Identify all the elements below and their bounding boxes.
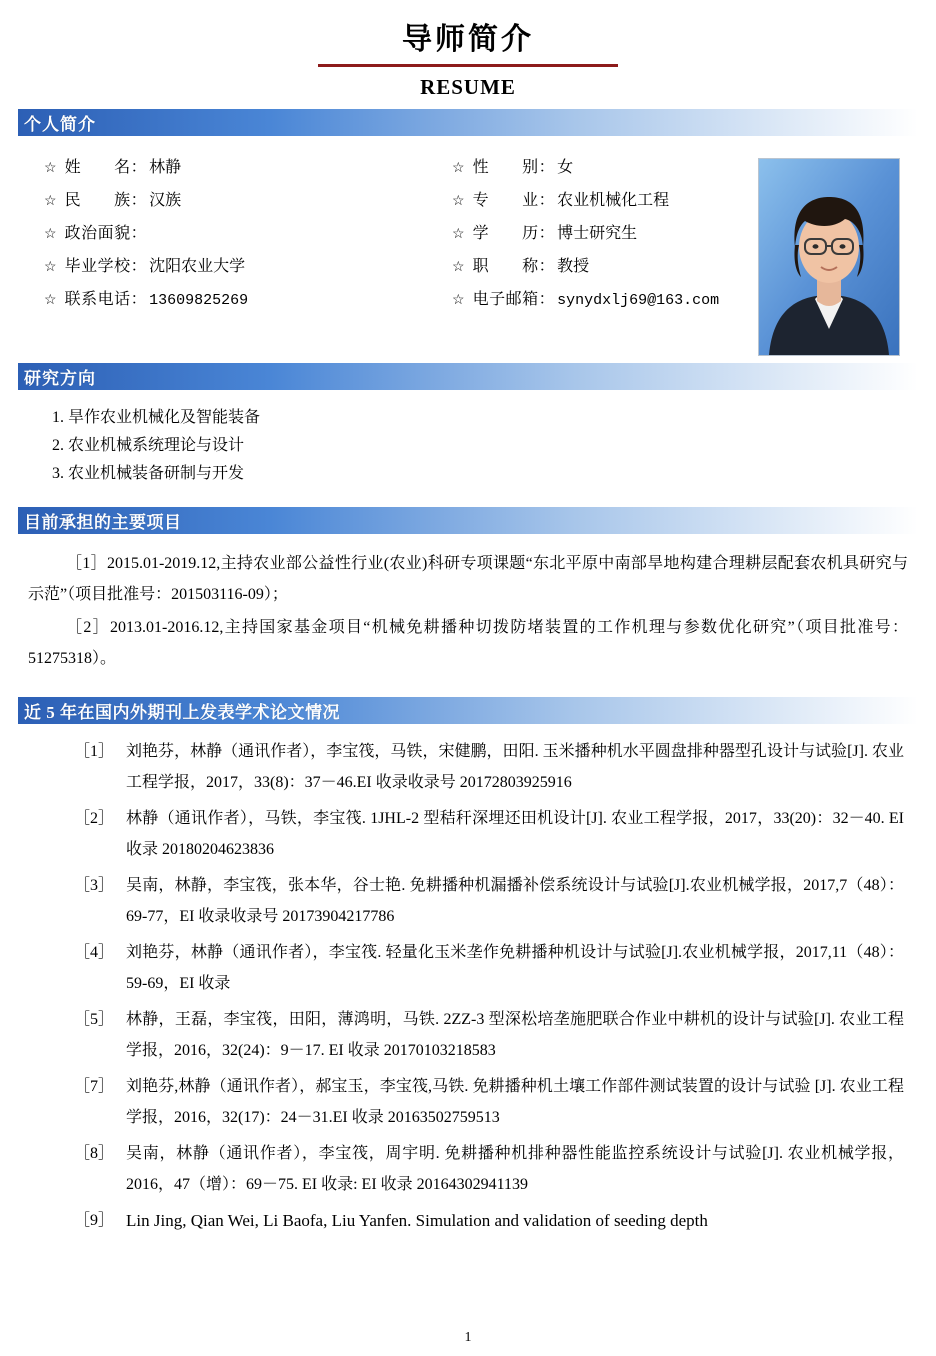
paper-index: ［2］ xyxy=(74,810,115,827)
paper-citation: 刘艳芬，林静（通讯作者），李宝筏，马铁，宋健鹏，田阳. 玉米播种机水平圆盘排种器型孔设计与试验[J]. 农业工程学报，2017，33(8)：37－46.EI 收录收录号 20172803925916 xyxy=(126,743,904,791)
paper-index: ［1］ xyxy=(74,743,115,760)
field-value-email: synydxlj69@163.com xyxy=(557,292,720,309)
page-title: 导师简介 xyxy=(402,22,534,57)
paper-citation: 刘艳芬,林静（通讯作者），郝宝玉，李宝筏,马铁. 免耕播种机土壤工作部件测试装置的设计与试验 [J]. 农业工程学报，2016，32(17)：24－31.EI 收录 20163502759513 xyxy=(126,1078,904,1126)
field-value-graduate-school: 沈阳农业大学 xyxy=(149,258,246,275)
field-value-title: 教授 xyxy=(557,258,590,275)
title-underline xyxy=(318,64,618,67)
field-row-graduate-school xyxy=(44,253,438,286)
field-row-political-status xyxy=(44,220,438,253)
research-item: 3. 农业机械装备研制与开发 xyxy=(52,465,245,482)
section-header-papers xyxy=(18,697,918,724)
section-label-projects: 目前承担的主要项目 xyxy=(24,513,182,532)
paper-item xyxy=(32,1205,904,1236)
section-header-projects xyxy=(18,507,918,534)
paper-item xyxy=(32,803,904,865)
personal-info-block xyxy=(18,136,918,354)
paper-citation: 林静（通讯作者），马铁，李宝筏. 1JHL-2 型秸秆深埋还田机设计[J]. 农业工程学报，2017，33(20)：32－40. EI 收录 20180204623836 xyxy=(126,810,904,858)
star-icon: ☆ xyxy=(44,293,57,308)
projects-list xyxy=(18,534,918,688)
paper-index: ［7］ xyxy=(74,1078,115,1095)
field-label-name: 姓 名： xyxy=(64,159,148,176)
field-label-political-status: 政治面貌： xyxy=(64,225,148,242)
star-icon: ☆ xyxy=(452,260,465,275)
paper-index: ［4］ xyxy=(74,944,115,961)
star-icon: ☆ xyxy=(452,161,465,176)
paper-item xyxy=(32,1138,904,1200)
paper-item xyxy=(32,870,904,932)
section-header-personal xyxy=(18,109,918,136)
field-value-name: 林静 xyxy=(149,159,182,176)
field-label-phone: 联系电话： xyxy=(64,291,148,308)
section-label-papers: 近 5 年在国内外期刊上发表学术论文情况 xyxy=(24,703,340,722)
field-value-gender: 女 xyxy=(557,159,574,176)
field-label-major: 专 业： xyxy=(472,192,556,209)
field-row-ethnicity xyxy=(44,187,438,220)
section-label-research: 研究方向 xyxy=(24,369,96,388)
field-label-email: 电子邮箱： xyxy=(472,291,556,308)
star-icon: ☆ xyxy=(452,227,465,242)
title-block xyxy=(18,0,918,100)
paper-item xyxy=(32,937,904,999)
field-row-name xyxy=(44,154,438,187)
field-row-email xyxy=(452,286,788,319)
paper-index: ［9］ xyxy=(74,1212,115,1229)
research-item: 1. 旱作农业机械化及智能装备 xyxy=(52,409,261,426)
star-icon: ☆ xyxy=(44,227,57,242)
personal-info-right-column xyxy=(438,154,788,319)
page-number: 1 xyxy=(464,1330,472,1345)
paper-index: ［3］ xyxy=(74,877,115,894)
paper-citation: 林静，王磊，李宝筏，田阳，薄鸿明，马铁. 2ZZ-3 型深松培垄施肥联合作业中耕机的设计与试验[J]. 农业工程学报，2016，32(24)：9－17. EI 收录 20170103218583 xyxy=(126,1011,904,1059)
project-item: ［1］2015.01-2019.12,主持农业部公益性行业(农业)科研专项课题“东北平原中南部旱地构建合理耕层配套农机具研究与示范”（项目批准号：201503116-09）； xyxy=(28,555,908,603)
star-icon: ☆ xyxy=(44,260,57,275)
field-label-graduate-school: 毕业学校： xyxy=(64,258,148,275)
field-label-education: 学 历： xyxy=(472,225,556,242)
paper-item xyxy=(32,736,904,798)
paper-citation: 吴南，林静，李宝筏，张本华，谷士艳. 免耕播种机漏播补偿系统设计与试验[J].农业机械学报，2017,7（48）：69-77，EI 收录收录号 20173904217786 xyxy=(126,877,904,925)
page-subtitle: RESUME xyxy=(420,75,516,99)
papers-list xyxy=(18,724,918,1236)
field-row-education xyxy=(452,220,788,253)
star-icon: ☆ xyxy=(44,194,57,209)
paper-index: ［5］ xyxy=(74,1011,115,1028)
paper-citation: 吴南，林静（通讯作者），李宝筏，周宇明. 免耕播种机排种器性能监控系统设计与试验[J]. 农业机械学报，2016，47（增）：69－75. EI 收录: EI 收录 20164302941139 xyxy=(126,1145,904,1193)
avatar xyxy=(758,158,900,356)
project-item: ［2］2013.01-2016.12,主持国家基金项目“机械免耕播种切拨防堵装置的工作机理与参数优化研究”（项目批准号：51275318）。 xyxy=(28,619,908,667)
personal-info-left-column xyxy=(18,154,438,319)
field-row-gender xyxy=(452,154,788,187)
paper-citation: 刘艳芬，林静（通讯作者），李宝筏. 轻量化玉米垄作免耕播种机设计与试验[J].农业机械学报，2017,11（48）：59-69，EI 收录 xyxy=(126,944,904,992)
field-row-phone xyxy=(44,286,438,319)
research-item: 2. 农业机械系统理论与设计 xyxy=(52,437,245,454)
field-value-major: 农业机械化工程 xyxy=(557,192,670,209)
field-row-title xyxy=(452,253,788,286)
section-label-personal: 个人简介 xyxy=(24,115,96,134)
star-icon: ☆ xyxy=(452,293,465,308)
field-value-ethnicity: 汉族 xyxy=(149,192,182,209)
paper-item xyxy=(32,1071,904,1133)
paper-citation: Lin Jing, Qian Wei, Li Baofa, Liu Yanfen. Simulation and validation of seeding depth xyxy=(126,1211,708,1230)
field-label-gender: 性 别： xyxy=(472,159,556,176)
star-icon: ☆ xyxy=(452,194,465,209)
field-label-ethnicity: 民 族： xyxy=(64,192,148,209)
research-directions-list xyxy=(18,390,918,498)
paper-item xyxy=(32,1004,904,1066)
paper-index: ［8］ xyxy=(74,1145,115,1162)
star-icon: ☆ xyxy=(44,161,57,176)
field-row-major xyxy=(452,187,788,220)
field-label-title: 职 称： xyxy=(472,258,556,275)
section-header-research xyxy=(18,363,918,390)
field-value-education: 博士研究生 xyxy=(557,225,638,242)
field-value-phone: 13609825269 xyxy=(149,292,249,309)
